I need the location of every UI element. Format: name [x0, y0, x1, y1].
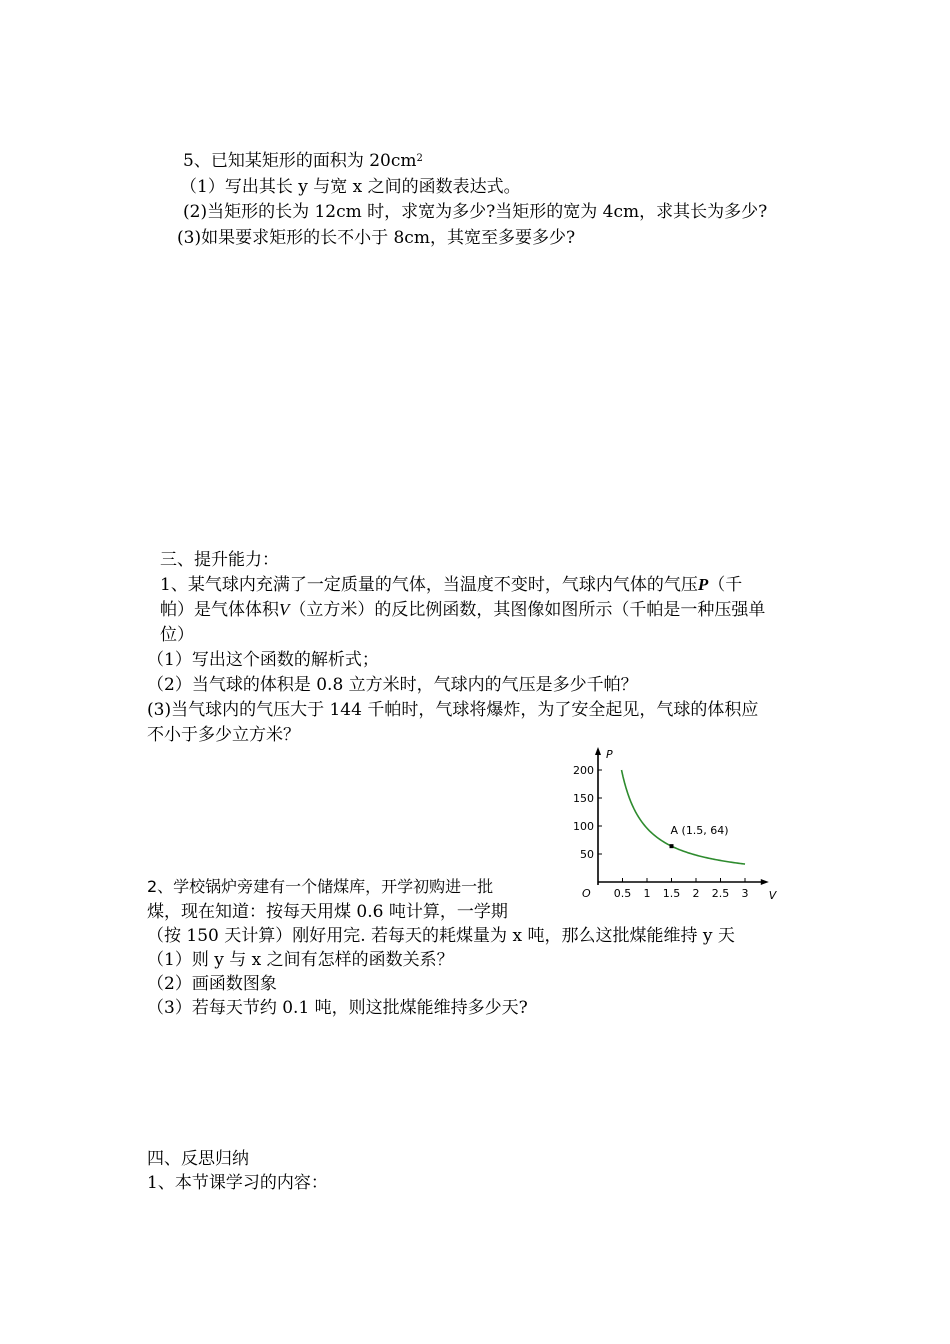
- q5-title: 5、已知某矩形的面积为 $20cm^2$: [183, 151, 423, 171]
- x-tick-label: 3: [741, 887, 749, 900]
- pressure-volume-graph: [560, 745, 780, 905]
- s3q2-line1: 2、学校锅炉旁建有一个储煤库，开学初购进一批: [147, 877, 494, 896]
- x-axis-label: V: [768, 889, 777, 902]
- x-tick-label: 2.5: [711, 887, 730, 900]
- q5-part3: (3)如果要求矩形的长不小于 8cm，其宽至多要多少?: [177, 228, 576, 248]
- point-a: [670, 824, 729, 848]
- section4-heading: 四、反思归纳: [147, 1149, 249, 1169]
- q5-part2: (2)当矩形的长为 12cm 时，求宽为多少?当矩形的宽为 4cm，求其长为多少?: [183, 202, 768, 222]
- s3q1-line1: 1、某气球内充满了一定质量的气体，当温度不变时，气球内气体的气压P（千: [160, 575, 743, 595]
- x-tick-label: 1: [643, 887, 651, 900]
- section4-item1: 1、本节课学习的内容：: [147, 1173, 328, 1193]
- s3q2-part2: （2）画函数图象: [147, 974, 277, 994]
- s3q1-part1: （1）写出这个函数的解析式；: [147, 650, 379, 670]
- y-tick-label: 50: [580, 848, 594, 861]
- s3q2-line2: 煤，现在知道：按每天用煤 0.6 吨计算，一学期: [147, 902, 508, 922]
- x-tick-label: 0.5: [613, 887, 632, 900]
- y-axis-label: P: [606, 748, 613, 761]
- s3q1-part2: （2）当气球的体积是 0.8 立方米时，气球内的气压是多少千帕？: [147, 675, 638, 695]
- s3q1-line2: 帕）是气体体积V（立方米）的反比例函数，其图像如图所示（千帕是一种压强单: [160, 600, 766, 620]
- y-axis-arrow: [595, 747, 601, 755]
- q5-part1: （1）写出其长 y 与宽 x 之间的函数表达式。: [180, 177, 521, 197]
- section3-heading: 三、提升能力：: [160, 550, 279, 570]
- x-tick-label: 2: [692, 887, 700, 900]
- x-tick-label: 1.5: [662, 887, 681, 900]
- x-axis-arrow: [761, 879, 769, 885]
- y-tick-label: 100: [573, 820, 594, 833]
- s3q1-line3: 位）: [160, 625, 194, 645]
- s3q2-part3: （3）若每天节约 0.1 吨，则这批煤能维持多少天?: [147, 998, 528, 1018]
- s3q2-line3: （按 150 天计算）刚好用完. 若每天的耗煤量为 x 吨，那么这批煤能维持 y 天: [147, 926, 735, 946]
- y-tick-label: 150: [573, 792, 594, 805]
- s3q1-part3a: (3)当气球内的气压大于 144 千帕时，气球将爆炸，为了安全起见，气球的体积应: [147, 700, 759, 720]
- s3q2-part1: （1）则 y 与 x 之间有怎样的函数关系？: [147, 950, 454, 970]
- point-a-label: A (1.5, 64): [670, 824, 729, 838]
- origin-label: O: [582, 887, 591, 900]
- point-a-marker: [670, 844, 674, 848]
- y-tick-label: 200: [573, 764, 594, 777]
- s3q1-part3b: 不小于多少立方米？: [147, 725, 300, 745]
- inverse-curve: [622, 770, 745, 864]
